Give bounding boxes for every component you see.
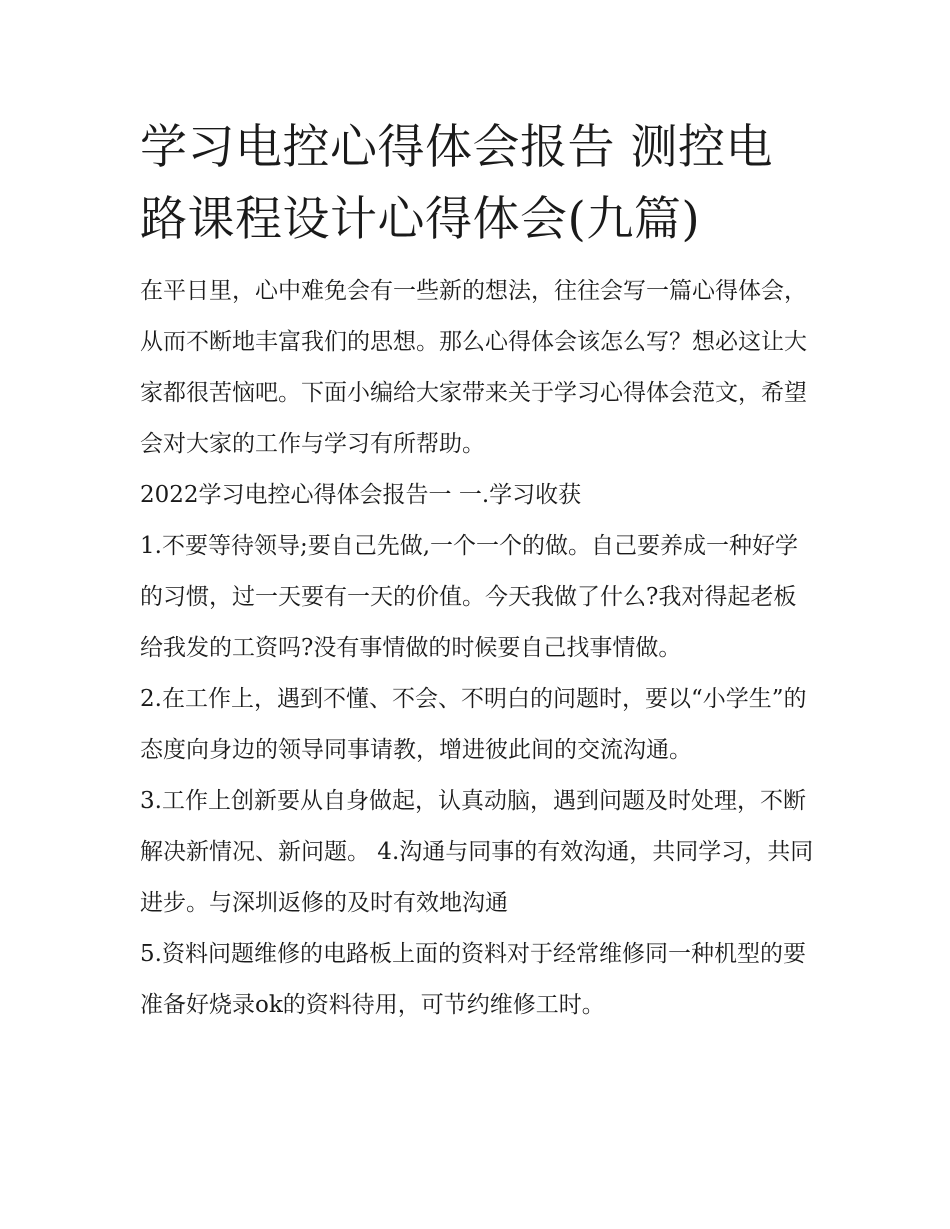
document-title: 学习电控心得体会报告 测控电路课程设计心得体会(九篇) bbox=[140, 120, 773, 247]
paragraph-intro: 在平日里，心中难免会有一些新的想法，往往会写一篇心得体会，从而不断地丰富我们的思想。那么心得体会该怎么写？想必这让大家都很苦恼吧。下面小编给大家带来关于学习心得体会范文，希望会对大家的工作与学习有所帮助。 bbox=[140, 278, 807, 457]
paragraph-item-1: 1.不要等待领导;要自己先做,一个一个的做。自己要养成一种好学的习惯，过一天要有一天的价值。今天我做了什么?我对得起老板给我发的工资吗?没有事情做的时候要自己找事情做。 bbox=[140, 533, 799, 661]
document-page bbox=[140, 112, 815, 1031]
paragraph-section-heading: 2022学习电控心得体会报告一 一.学习收获 bbox=[140, 482, 582, 508]
paragraph-item-5: 5.资料问题维修的电路板上面的资料对于经常维修同一种机型的要准备好烧录ok的资料待用，可节约维修工时。 bbox=[140, 941, 806, 1018]
paragraph-item-2: 2.在工作上，遇到不懂、不会、不明白的问题时，要以“小学生”的态度向身边的领导同事请教，增进彼此间的交流沟通。 bbox=[140, 686, 807, 763]
document-body bbox=[140, 266, 815, 1031]
paragraph-item-3-4: 3.工作上创新要从自身做起，认真动脑，遇到问题及时处理，不断解决新情况、新问题。 4.沟通与同事的有效沟通，共同学习，共同进步。与深圳返修的及时有效地沟通 bbox=[140, 788, 814, 916]
